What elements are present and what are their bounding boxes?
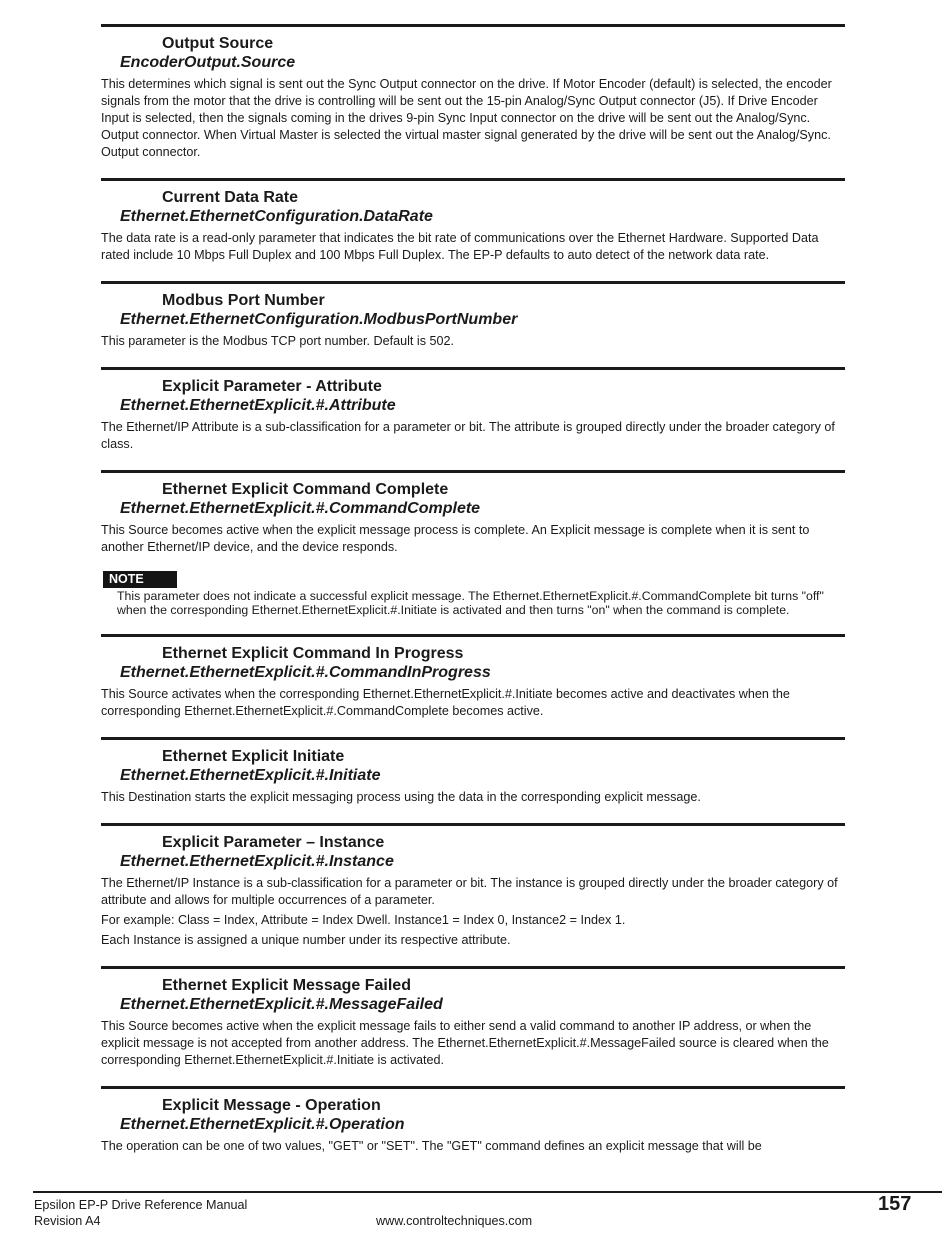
- section-explicit-initiate: [101, 737, 845, 806]
- paragraph: This Destination starts the explicit messaging process using the data in the corresponding explicit message.: [101, 790, 701, 804]
- parameter-name: Ethernet.EthernetConfiguration.ModbusPortNumber: [120, 311, 518, 328]
- parameter-name: Ethernet.EthernetExplicit.#.Initiate: [120, 767, 381, 784]
- parameter-name: Ethernet.EthernetExplicit.#.CommandInProgress: [120, 664, 491, 681]
- section-command-in-progress: [101, 634, 845, 720]
- revision-label: Revision A4: [34, 1214, 101, 1228]
- section-title: Explicit Parameter - Attribute: [162, 378, 382, 395]
- section-title: Modbus Port Number: [162, 292, 325, 309]
- section-title: Explicit Message - Operation: [162, 1097, 381, 1114]
- section-modbus-port-number: [101, 281, 845, 350]
- section-explicit-attribute: [101, 367, 845, 453]
- section-explicit-operation: [101, 1086, 845, 1155]
- parameter-name: Ethernet.EthernetExplicit.#.CommandComplete: [120, 500, 481, 517]
- section-title: Current Data Rate: [162, 189, 299, 206]
- section-output-source: [101, 24, 845, 161]
- note-text: This parameter does not indicate a successful explicit message. The Ethernet.EthernetExplicit.#.CommandComplete bit turns "off" when the corresponding Ethernet.EthernetExplicit.#.Initiate is activated and then turns "on" when the command is complete.: [117, 589, 824, 617]
- paragraph: The operation can be one of two values, "GET" or "SET". The "GET" command defines an explicit message that will be: [101, 1139, 762, 1153]
- footer-info: [34, 1197, 247, 1229]
- section-title: Ethernet Explicit Message Failed: [162, 977, 411, 994]
- paragraph: The Ethernet/IP Attribute is a sub-classification for a parameter or bit. The attribute is grouped directly under the broader category of class.: [101, 420, 835, 451]
- parameter-name: Ethernet.EthernetExplicit.#.Operation: [120, 1116, 405, 1133]
- section-command-complete: [101, 470, 845, 617]
- parameter-name: Ethernet.EthernetConfiguration.DataRate: [120, 208, 433, 225]
- section-title: Explicit Parameter – Instance: [162, 834, 385, 851]
- section-title: Ethernet Explicit Initiate: [162, 748, 345, 765]
- paragraph: Each Instance is assigned a unique number under its respective attribute.: [101, 933, 511, 947]
- paragraph: This determines which signal is sent out the Sync Output connector on the drive. If Motor Encoder (default) is selected, the encoder signals from the motor that the drive is controlling will be sent out the 15-pin Analog/Sync Output connector (J5). If Drive Encoder Input is selected, then the signals coming in the drives 9-pin Sync Input connector on the drive will be sent out the Analog/Sync. Output connector. When Virtual Master is selected the virtual master signal generated by the drive will be sent out the Analog/Sync. Output connector.: [101, 77, 832, 159]
- paragraph: The Ethernet/IP Instance is a sub-classification for a parameter or bit. The instance is grouped directly under the broader category of attribute and allows for multiple occurrences of a parameter.: [101, 876, 838, 907]
- section-message-failed: [101, 966, 845, 1069]
- paragraph: This parameter is the Modbus TCP port number. Default is 502.: [101, 334, 455, 348]
- section-explicit-instance: [101, 823, 845, 949]
- section-current-data-rate: [101, 178, 845, 264]
- paragraph: This Source becomes active when the explicit message process is complete. An Explicit message is complete when it is sent to another Ethernet/IP device, and the device responds.: [101, 523, 810, 554]
- section-title: Ethernet Explicit Command In Progress: [162, 645, 464, 662]
- note-label: NOTE: [103, 571, 177, 588]
- document-body: [101, 24, 845, 1172]
- manual-title: Epsilon EP-P Drive Reference Manual: [34, 1198, 248, 1212]
- paragraph: This Source becomes active when the explicit message fails to either send a valid command to another IP address, or when the explicit message is not accepted from another address. The Ethernet.EthernetExplicit.#.MessageFailed source is cleared when the corresponding Ethernet.EthernetExplicit.#.Initiate is activated.: [101, 1019, 829, 1067]
- footer-divider: [33, 1191, 942, 1193]
- parameter-name: Ethernet.EthernetExplicit.#.Instance: [120, 853, 394, 870]
- page-number: 157: [878, 1193, 912, 1215]
- section-title: Ethernet Explicit Command Complete: [162, 481, 449, 498]
- parameter-name: Ethernet.EthernetExplicit.#.Attribute: [120, 397, 396, 414]
- paragraph: This Source activates when the corresponding Ethernet.EthernetExplicit.#.Initiate becomes active and deactivates when the corresponding Ethernet.EthernetExplicit.#.CommandComplete becomes active.: [101, 687, 790, 718]
- paragraph: For example: Class = Index, Attribute = Index Dwell. Instance1 = Index 0, Instance2 = Index 1.: [101, 913, 626, 927]
- parameter-name: Ethernet.EthernetExplicit.#.MessageFailed: [120, 996, 443, 1013]
- footer-url: www.controltechniques.com: [376, 1214, 533, 1228]
- paragraph: The data rate is a read-only parameter that indicates the bit rate of communications over the Ethernet Hardware. Supported Data rated include 10 Mbps Full Duplex and 100 Mbps Full Duplex. The EP-P defaults to auto detect of the network data rate.: [101, 231, 819, 262]
- parameter-name: EncoderOutput.Source: [120, 54, 296, 71]
- section-title: Output Source: [162, 35, 274, 52]
- note-box: [101, 570, 845, 617]
